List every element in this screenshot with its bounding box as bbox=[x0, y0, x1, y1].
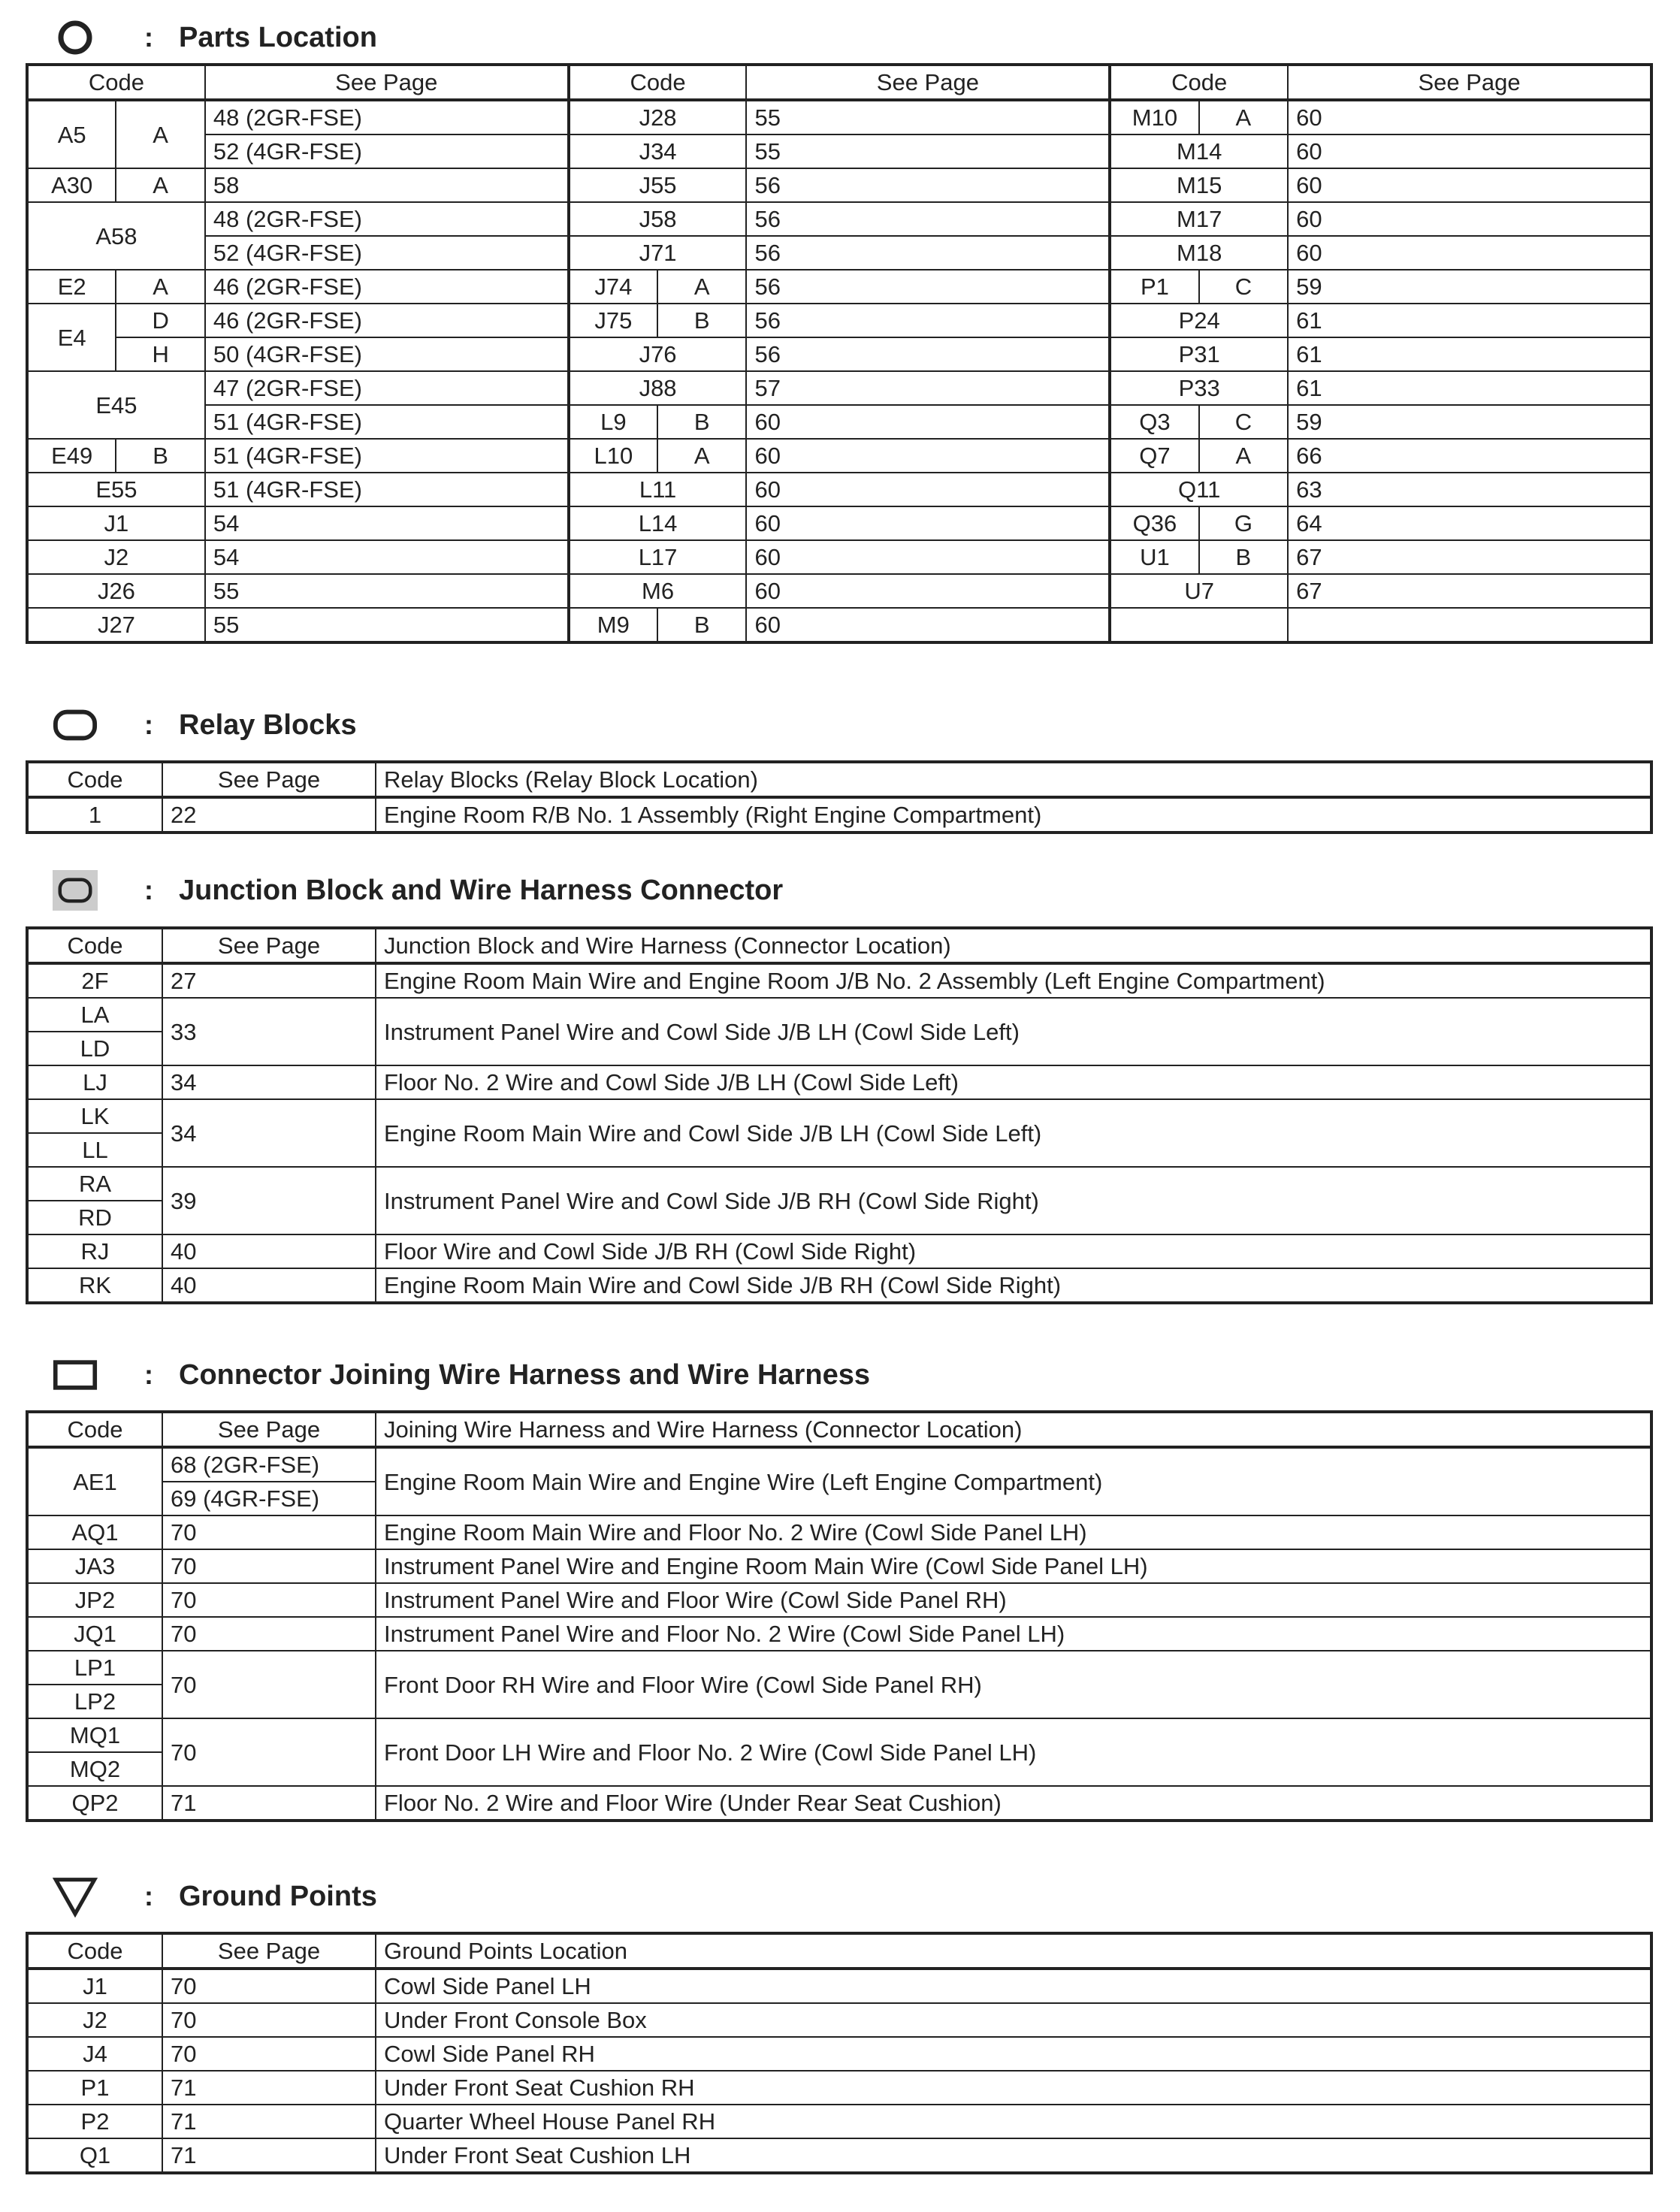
location-cell: Instrument Panel Wire and Floor No. 2 Wire (Cowl Side Panel LH) bbox=[376, 1617, 1651, 1651]
rectangle-icon bbox=[53, 1352, 98, 1398]
code-cell: JP2 bbox=[27, 1583, 162, 1617]
part-code: Q7 bbox=[1110, 439, 1198, 473]
part-page: 55 bbox=[746, 134, 1110, 168]
table-row bbox=[27, 1549, 1651, 1583]
page-cell: 22 bbox=[162, 797, 376, 833]
table-row bbox=[27, 100, 1651, 134]
shaded-rounded-rect-icon bbox=[53, 868, 98, 913]
table-row bbox=[27, 2003, 1651, 2037]
code-cell: J1 bbox=[27, 1969, 162, 2003]
part-page: 63 bbox=[1288, 473, 1651, 506]
table-row bbox=[27, 1234, 1651, 1268]
part-code: M15 bbox=[1110, 168, 1288, 202]
code-cell: J2 bbox=[27, 2003, 162, 2037]
section-title: Junction Block and Wire Harness Connector bbox=[179, 874, 784, 906]
part-page: 48 (2GR-FSE) bbox=[205, 202, 569, 236]
part-code: E55 bbox=[27, 473, 205, 506]
page-cell: 70 bbox=[162, 1515, 376, 1549]
part-sub-code: A bbox=[1199, 439, 1288, 473]
part-page: 51 (4GR-FSE) bbox=[205, 405, 569, 439]
part-code: J88 bbox=[569, 371, 747, 405]
code-header: Code bbox=[1110, 65, 1288, 100]
code-cell: 2F bbox=[27, 963, 162, 998]
code-cell: LP1 bbox=[27, 1651, 162, 1685]
code-cell: RK bbox=[27, 1268, 162, 1303]
table-row bbox=[27, 1617, 1651, 1651]
part-page: 52 (4GR-FSE) bbox=[205, 134, 569, 168]
part-page: 51 (4GR-FSE) bbox=[205, 473, 569, 506]
location-cell: Front Door RH Wire and Floor Wire (Cowl Side Panel RH) bbox=[376, 1651, 1651, 1718]
page-cell: 34 bbox=[162, 1065, 376, 1099]
table-row bbox=[27, 439, 1651, 473]
part-page: 55 bbox=[746, 100, 1110, 134]
table-row bbox=[27, 134, 1651, 168]
part-page: 54 bbox=[205, 506, 569, 540]
code-cell: LP2 bbox=[27, 1685, 162, 1718]
part-code: L14 bbox=[569, 506, 747, 540]
code-header: Code bbox=[27, 1412, 162, 1447]
part-page: 60 bbox=[746, 574, 1110, 608]
table-row bbox=[27, 1515, 1651, 1549]
header-row bbox=[27, 762, 1651, 797]
page-cell: 70 bbox=[162, 1617, 376, 1651]
location-cell: Engine Room Main Wire and Cowl Side J/B RH (Cowl Side Right) bbox=[376, 1268, 1651, 1303]
code-cell: AQ1 bbox=[27, 1515, 162, 1549]
junction-blocks-header bbox=[53, 868, 783, 913]
part-code: J28 bbox=[569, 100, 747, 134]
parts-location-header bbox=[53, 15, 377, 60]
part-sub-code: A bbox=[657, 270, 746, 304]
table-row bbox=[27, 1786, 1651, 1821]
part-page: 67 bbox=[1288, 574, 1651, 608]
table-row bbox=[27, 304, 1651, 337]
code-cell: RJ bbox=[27, 1234, 162, 1268]
code-cell: MQ2 bbox=[27, 1752, 162, 1786]
part-page: 58 bbox=[205, 168, 569, 202]
page-cell: 70 bbox=[162, 2003, 376, 2037]
location-cell: Instrument Panel Wire and Cowl Side J/B RH (Cowl Side Right) bbox=[376, 1167, 1651, 1234]
page-cell: 68 (2GR-FSE) bbox=[162, 1447, 376, 1482]
part-code: L11 bbox=[569, 473, 747, 506]
part-page: 55 bbox=[205, 608, 569, 642]
part-sub-code: B bbox=[657, 608, 746, 642]
circle-icon bbox=[53, 15, 98, 60]
part-page: 60 bbox=[1288, 202, 1651, 236]
table-row bbox=[27, 574, 1651, 608]
section-colon: : bbox=[144, 1359, 153, 1390]
relay-blocks-table bbox=[26, 760, 1653, 834]
part-page: 56 bbox=[746, 270, 1110, 304]
location-cell: Under Front Seat Cushion LH bbox=[376, 2138, 1651, 2173]
part-code: A58 bbox=[27, 202, 205, 270]
part-code: J27 bbox=[27, 608, 205, 642]
page-cell: 71 bbox=[162, 1786, 376, 1821]
see-page-header: See Page bbox=[162, 928, 376, 963]
table-row bbox=[27, 270, 1651, 304]
ground-points-table bbox=[26, 1932, 1653, 2174]
table-row bbox=[27, 1268, 1651, 1303]
part-code: P31 bbox=[1110, 337, 1288, 371]
part-code: E45 bbox=[27, 371, 205, 439]
part-page: 60 bbox=[746, 608, 1110, 642]
part-code: J55 bbox=[569, 168, 747, 202]
location-cell: Engine Room Main Wire and Floor No. 2 Wire (Cowl Side Panel LH) bbox=[376, 1515, 1651, 1549]
part-sub-code: A bbox=[116, 100, 204, 168]
table-row bbox=[27, 2105, 1651, 2138]
code-cell: LA bbox=[27, 998, 162, 1032]
table-row bbox=[27, 1167, 1651, 1201]
part-page: 60 bbox=[746, 439, 1110, 473]
location-cell: Instrument Panel Wire and Cowl Side J/B LH (Cowl Side Left) bbox=[376, 998, 1651, 1065]
part-code: J76 bbox=[569, 337, 747, 371]
code-cell: QP2 bbox=[27, 1786, 162, 1821]
section-colon: : bbox=[144, 709, 153, 740]
part-sub-code: A bbox=[116, 168, 204, 202]
part-code: J58 bbox=[569, 202, 747, 236]
part-sub-code: C bbox=[1199, 270, 1288, 304]
part-page: 61 bbox=[1288, 304, 1651, 337]
section-title: Connector Joining Wire Harness and Wire Harness bbox=[179, 1358, 870, 1391]
part-page: 61 bbox=[1288, 371, 1651, 405]
connectors-header bbox=[53, 1352, 870, 1398]
part-sub-code: A bbox=[116, 270, 204, 304]
section-title: Ground Points bbox=[179, 1880, 377, 1912]
page-cell: 70 bbox=[162, 1583, 376, 1617]
part-page: 50 (4GR-FSE) bbox=[205, 337, 569, 371]
part-page: 52 (4GR-FSE) bbox=[205, 236, 569, 270]
table-row bbox=[27, 405, 1651, 439]
part-sub-code: A bbox=[657, 439, 746, 473]
part-page: 60 bbox=[1288, 168, 1651, 202]
table-row bbox=[27, 337, 1651, 371]
part-code: J74 bbox=[569, 270, 657, 304]
table-row bbox=[27, 1969, 1651, 2003]
location-cell: Front Door LH Wire and Floor No. 2 Wire (Cowl Side Panel LH) bbox=[376, 1718, 1651, 1786]
header-row bbox=[27, 928, 1651, 963]
section-colon: : bbox=[144, 875, 153, 905]
part-page: 64 bbox=[1288, 506, 1651, 540]
part-code: A30 bbox=[27, 168, 116, 202]
section-title: Parts Location bbox=[179, 21, 377, 53]
part-page: 60 bbox=[1288, 236, 1651, 270]
table-row bbox=[27, 2138, 1651, 2173]
rounded-rect-icon bbox=[53, 703, 98, 748]
part-code: P33 bbox=[1110, 371, 1288, 405]
part-page: 67 bbox=[1288, 540, 1651, 574]
part-code: E2 bbox=[27, 270, 116, 304]
location-cell: Quarter Wheel House Panel RH bbox=[376, 2105, 1651, 2138]
table-row bbox=[27, 1447, 1651, 1482]
location-cell: Engine Room Main Wire and Engine Wire (Left Engine Compartment) bbox=[376, 1447, 1651, 1515]
location-cell: Floor No. 2 Wire and Cowl Side J/B LH (Cowl Side Left) bbox=[376, 1065, 1651, 1099]
see-page-header: See Page bbox=[205, 65, 569, 100]
code-cell: AE1 bbox=[27, 1447, 162, 1515]
part-code: Q3 bbox=[1110, 405, 1198, 439]
table-row bbox=[27, 473, 1651, 506]
part-sub-code: B bbox=[657, 405, 746, 439]
section-colon: : bbox=[144, 22, 153, 53]
junction-blocks-table bbox=[26, 926, 1653, 1304]
code-cell: LD bbox=[27, 1032, 162, 1065]
part-page: 60 bbox=[1288, 100, 1651, 134]
part-page: 48 (2GR-FSE) bbox=[205, 100, 569, 134]
part-code: J75 bbox=[569, 304, 657, 337]
page-cell: 34 bbox=[162, 1099, 376, 1167]
code-cell: Q1 bbox=[27, 2138, 162, 2173]
location-cell: Cowl Side Panel LH bbox=[376, 1969, 1651, 2003]
table-row bbox=[27, 1718, 1651, 1752]
code-cell: 1 bbox=[27, 797, 162, 833]
header-row bbox=[27, 65, 1651, 100]
part-code: L9 bbox=[569, 405, 657, 439]
code-cell: LL bbox=[27, 1133, 162, 1167]
table-row bbox=[27, 998, 1651, 1032]
part-page: 56 bbox=[746, 236, 1110, 270]
page-cell: 70 bbox=[162, 1651, 376, 1718]
table-row bbox=[27, 797, 1651, 833]
code-header: Code bbox=[27, 762, 162, 797]
part-sub-code: D bbox=[116, 304, 204, 337]
location-cell: Instrument Panel Wire and Floor Wire (Cowl Side Panel RH) bbox=[376, 1583, 1651, 1617]
part-code: J34 bbox=[569, 134, 747, 168]
part-code: E49 bbox=[27, 439, 116, 473]
part-page: 51 (4GR-FSE) bbox=[205, 439, 569, 473]
part-code: L10 bbox=[569, 439, 657, 473]
see-page-header: See Page bbox=[162, 1412, 376, 1447]
table-row bbox=[27, 2071, 1651, 2105]
triangle-icon bbox=[53, 1874, 98, 1919]
part-sub-code: H bbox=[116, 337, 204, 371]
part-page: 46 (2GR-FSE) bbox=[205, 304, 569, 337]
table-row bbox=[27, 608, 1651, 642]
part-page: 54 bbox=[205, 540, 569, 574]
part-code: M6 bbox=[569, 574, 747, 608]
code-cell: MQ1 bbox=[27, 1718, 162, 1752]
location-cell: Cowl Side Panel RH bbox=[376, 2037, 1651, 2071]
table-row bbox=[27, 1583, 1651, 1617]
part-page: 56 bbox=[746, 304, 1110, 337]
part-code: L17 bbox=[569, 540, 747, 574]
parts-location-table bbox=[26, 63, 1653, 644]
table-row bbox=[27, 2037, 1651, 2071]
see-page-header: See Page bbox=[746, 65, 1110, 100]
ground-points-header bbox=[53, 1874, 377, 1919]
part-page: 60 bbox=[746, 540, 1110, 574]
page-cell: 33 bbox=[162, 998, 376, 1065]
page-cell: 39 bbox=[162, 1167, 376, 1234]
code-cell: P1 bbox=[27, 2071, 162, 2105]
part-page: 60 bbox=[746, 473, 1110, 506]
page-cell: 70 bbox=[162, 1549, 376, 1583]
part-sub-code: C bbox=[1199, 405, 1288, 439]
part-page: 47 (2GR-FSE) bbox=[205, 371, 569, 405]
location-cell: Floor No. 2 Wire and Floor Wire (Under Rear Seat Cushion) bbox=[376, 1786, 1651, 1821]
part-code: A5 bbox=[27, 100, 116, 168]
location-cell: Instrument Panel Wire and Engine Room Main Wire (Cowl Side Panel LH) bbox=[376, 1549, 1651, 1583]
page-cell: 71 bbox=[162, 2138, 376, 2173]
page-cell: 70 bbox=[162, 1718, 376, 1786]
location-cell: Under Front Console Box bbox=[376, 2003, 1651, 2037]
part-code: J1 bbox=[27, 506, 205, 540]
location-cell: Engine Room Main Wire and Engine Room J/B No. 2 Assembly (Left Engine Compartment) bbox=[376, 963, 1651, 998]
table-row bbox=[27, 506, 1651, 540]
header-row bbox=[27, 1933, 1651, 1969]
table-row bbox=[27, 202, 1651, 236]
part-code: J71 bbox=[569, 236, 747, 270]
part-code: Q36 bbox=[1110, 506, 1198, 540]
page-cell: 40 bbox=[162, 1234, 376, 1268]
part-code: M18 bbox=[1110, 236, 1288, 270]
relay-blocks-header bbox=[53, 703, 357, 748]
part-sub-code: B bbox=[1199, 540, 1288, 574]
location-cell: Under Front Seat Cushion RH bbox=[376, 2071, 1651, 2105]
page-cell: 71 bbox=[162, 2105, 376, 2138]
table-row bbox=[27, 1065, 1651, 1099]
page-cell: 70 bbox=[162, 1969, 376, 2003]
part-code: M10 bbox=[1110, 100, 1198, 134]
part-page: 59 bbox=[1288, 270, 1651, 304]
part-page: 66 bbox=[1288, 439, 1651, 473]
code-cell: RA bbox=[27, 1167, 162, 1201]
code-header: Code bbox=[27, 1933, 162, 1969]
part-page: 56 bbox=[746, 337, 1110, 371]
part-code: J2 bbox=[27, 540, 205, 574]
part-page: 60 bbox=[746, 506, 1110, 540]
part-sub-code: B bbox=[116, 439, 204, 473]
location-header: Ground Points Location bbox=[376, 1933, 1651, 1969]
section-colon: : bbox=[144, 1881, 153, 1911]
code-cell: JA3 bbox=[27, 1549, 162, 1583]
location-header: Joining Wire Harness and Wire Harness (Connector Location) bbox=[376, 1412, 1651, 1447]
code-cell: P2 bbox=[27, 2105, 162, 2138]
code-cell: RD bbox=[27, 1201, 162, 1234]
connectors-table bbox=[26, 1410, 1653, 1822]
see-page-header: See Page bbox=[162, 762, 376, 797]
location-cell: Engine Room Main Wire and Cowl Side J/B LH (Cowl Side Left) bbox=[376, 1099, 1651, 1167]
page-cell: 40 bbox=[162, 1268, 376, 1303]
part-page: 59 bbox=[1288, 405, 1651, 439]
code-cell: J4 bbox=[27, 2037, 162, 2071]
part-code bbox=[1110, 608, 1288, 642]
part-code: Q11 bbox=[1110, 473, 1288, 506]
part-page: 55 bbox=[205, 574, 569, 608]
page-cell: 69 (4GR-FSE) bbox=[162, 1482, 376, 1515]
part-page: 60 bbox=[746, 405, 1110, 439]
code-header: Code bbox=[569, 65, 747, 100]
location-header: Junction Block and Wire Harness (Connector Location) bbox=[376, 928, 1651, 963]
part-page: 61 bbox=[1288, 337, 1651, 371]
part-code: E4 bbox=[27, 304, 116, 371]
code-header: Code bbox=[27, 65, 205, 100]
table-row bbox=[27, 963, 1651, 998]
location-header: Relay Blocks (Relay Block Location) bbox=[376, 762, 1651, 797]
part-code: M9 bbox=[569, 608, 657, 642]
code-cell: JQ1 bbox=[27, 1617, 162, 1651]
part-code: U7 bbox=[1110, 574, 1288, 608]
code-cell: LK bbox=[27, 1099, 162, 1133]
location-cell: Floor Wire and Cowl Side J/B RH (Cowl Side Right) bbox=[376, 1234, 1651, 1268]
table-row bbox=[27, 371, 1651, 405]
table-row bbox=[27, 168, 1651, 202]
page-cell: 70 bbox=[162, 2037, 376, 2071]
part-sub-code: B bbox=[657, 304, 746, 337]
part-page: 56 bbox=[746, 202, 1110, 236]
part-code: P1 bbox=[1110, 270, 1198, 304]
part-page: 57 bbox=[746, 371, 1110, 405]
page-cell: 27 bbox=[162, 963, 376, 998]
page-cell: 71 bbox=[162, 2071, 376, 2105]
see-page-header: See Page bbox=[1288, 65, 1651, 100]
location-cell: Engine Room R/B No. 1 Assembly (Right Engine Compartment) bbox=[376, 797, 1651, 833]
part-page: 56 bbox=[746, 168, 1110, 202]
part-sub-code: G bbox=[1199, 506, 1288, 540]
part-code: J26 bbox=[27, 574, 205, 608]
part-page: 60 bbox=[1288, 134, 1651, 168]
part-code: P24 bbox=[1110, 304, 1288, 337]
part-code: M17 bbox=[1110, 202, 1288, 236]
part-sub-code: A bbox=[1199, 100, 1288, 134]
code-cell: LJ bbox=[27, 1065, 162, 1099]
section-title: Relay Blocks bbox=[179, 709, 357, 741]
see-page-header: See Page bbox=[162, 1933, 376, 1969]
part-code: M14 bbox=[1110, 134, 1288, 168]
table-row bbox=[27, 540, 1651, 574]
part-page: 46 (2GR-FSE) bbox=[205, 270, 569, 304]
table-row bbox=[27, 1099, 1651, 1133]
part-page bbox=[1288, 608, 1651, 642]
table-row bbox=[27, 236, 1651, 270]
code-header: Code bbox=[27, 928, 162, 963]
part-code: U1 bbox=[1110, 540, 1198, 574]
table-row bbox=[27, 1651, 1651, 1685]
header-row bbox=[27, 1412, 1651, 1447]
